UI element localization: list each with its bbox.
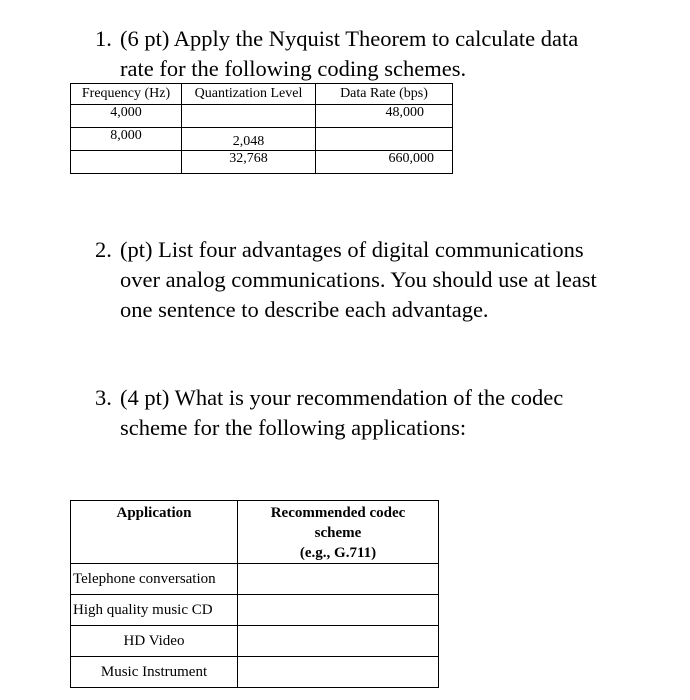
cell-application: Music Instrument [71, 657, 238, 688]
table-row [71, 151, 453, 174]
codec-table [70, 500, 439, 688]
question-3-number: 3. [95, 385, 112, 410]
question-2-number: 2. [95, 237, 112, 262]
table-row [71, 657, 439, 688]
cell-application: High quality music CD [71, 595, 238, 626]
cell-codec-answer[interactable] [238, 657, 439, 688]
cell-codec-answer[interactable] [238, 564, 439, 595]
question-3-line-1: (4 pt) What is your recommendation of the codec [120, 385, 564, 410]
cell-codec-answer[interactable] [238, 626, 439, 657]
cell-frequency [71, 151, 182, 174]
question-2-line-3: one sentence to describe each advantage. [120, 297, 489, 322]
question-3-line-2: scheme for the following applications: [120, 415, 467, 440]
cell-frequency: 4,000 [71, 105, 182, 128]
cell-frequency: 8,000 [71, 128, 182, 151]
question-1-number: 1. [95, 26, 112, 51]
question-2-line-2: over analog communications. You should use at least [120, 267, 597, 292]
cell-data-rate [316, 128, 453, 151]
table-row [71, 128, 453, 151]
question-1-line-2: rate for the following coding schemes. [120, 56, 467, 81]
question-1 [95, 24, 655, 84]
cell-data-rate: 48,000 [316, 105, 453, 128]
header-application: Application [71, 501, 238, 564]
cell-quantization-level [182, 105, 316, 128]
nyquist-table [70, 83, 453, 174]
cell-quantization-level: 32,768 [182, 151, 316, 174]
question-2-line-1: (pt) List four advantages of digital communications [120, 237, 584, 262]
table-row [71, 105, 453, 128]
cell-quantization-level: 2,048 [182, 128, 316, 151]
cell-application: Telephone conversation [71, 564, 238, 595]
header-codec-line-3: (e.g., G.711) [299, 545, 377, 561]
question-1-line-1: (6 pt) Apply the Nyquist Theorem to calculate data [120, 26, 579, 51]
header-codec-line-2: scheme [314, 525, 362, 541]
header-quantization-level: Quantization Level [182, 84, 316, 105]
cell-application: HD Video [71, 626, 238, 657]
header-frequency: Frequency (Hz) [71, 84, 182, 105]
header-codec-line-1: Recommended codec [270, 505, 406, 521]
table-row [71, 564, 439, 595]
question-2 [95, 235, 685, 325]
nyquist-table-header-row [71, 84, 453, 105]
question-3 [95, 383, 655, 443]
table-row [71, 626, 439, 657]
cell-data-rate: 660,000 [316, 151, 453, 174]
table-row [71, 595, 439, 626]
header-recommended-codec [238, 501, 439, 564]
codec-table-header-row [71, 501, 439, 564]
header-data-rate: Data Rate (bps) [316, 84, 453, 105]
cell-codec-answer[interactable] [238, 595, 439, 626]
